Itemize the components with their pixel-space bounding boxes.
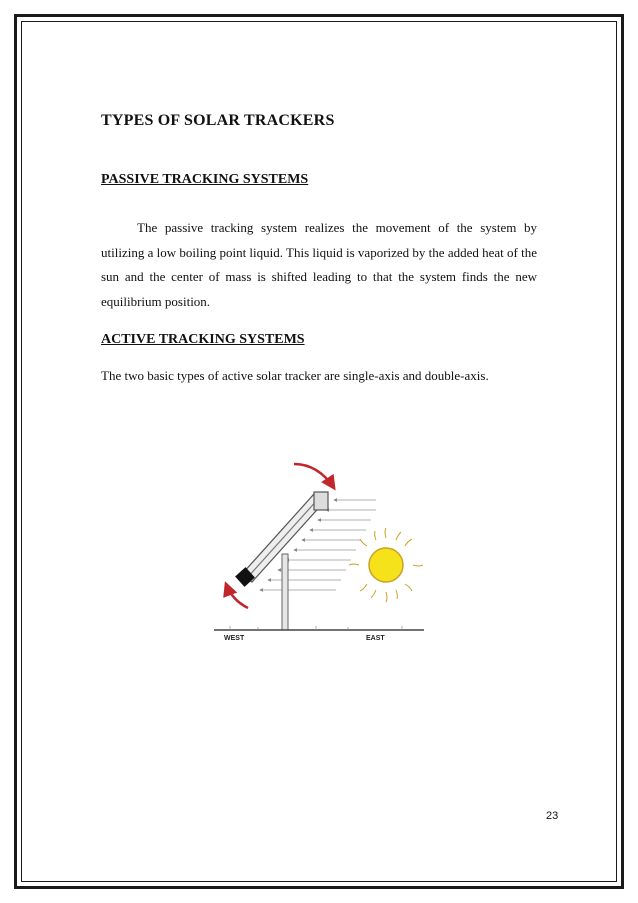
passive-paragraph (101, 216, 537, 314)
rotation-arrow-top (294, 464, 334, 488)
passive-heading: PASSIVE TRACKING SYSTEMS (101, 172, 309, 187)
page-title: TYPES OF SOLAR TRACKERS (101, 112, 335, 129)
west-label: WEST (224, 635, 245, 642)
active-paragraph: The two basic types of active solar tracker are single-axis and double-axis. (101, 368, 489, 383)
active-heading: ACTIVE TRACKING SYSTEMS (101, 332, 305, 347)
support-pole (282, 554, 288, 630)
solar-tracker-figure (206, 458, 432, 644)
sun-icon (349, 528, 423, 602)
top-housing (314, 492, 328, 510)
east-label: EAST (366, 635, 385, 642)
page-border-inner (21, 21, 617, 882)
passive-text: The passive tracking system realizes the movement of the system by utilizing a low boiling point liquid. This liquid is vaporized by the added heat of the sun and the center of mass is shifted leading to that the system finds the new equilibrium position. (101, 220, 537, 309)
rotation-arrow-bottom (226, 584, 248, 608)
solar-tracker-diagram (206, 458, 432, 644)
page-number: 23 (546, 810, 559, 822)
